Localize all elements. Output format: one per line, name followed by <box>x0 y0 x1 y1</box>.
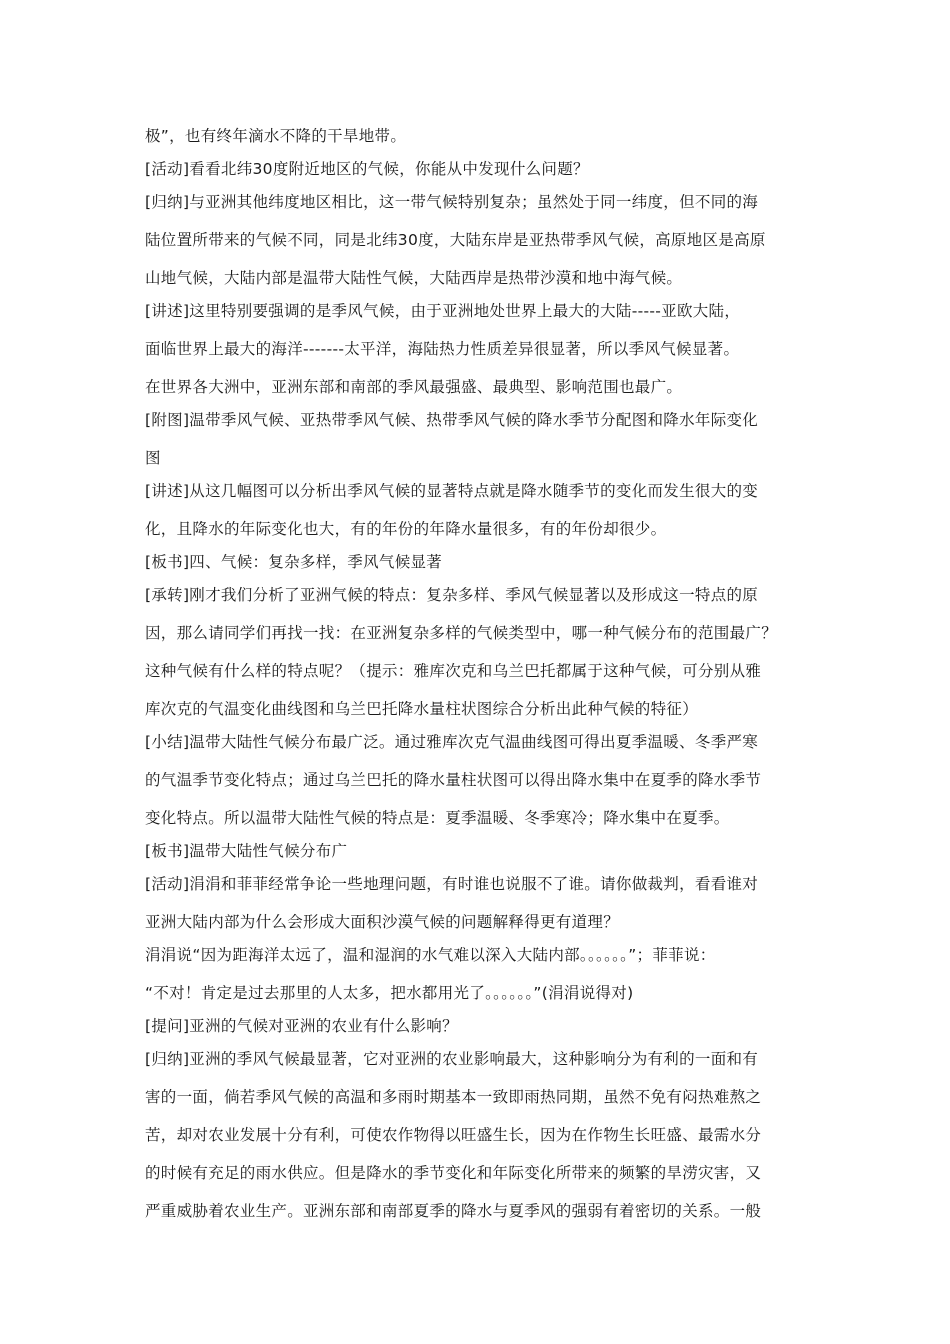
document-body <box>145 126 813 1221</box>
text-line: 陆位置所带来的气候不同，同是北纬30度，大陆东岸是亚热带季风气候，高原地区是高原 <box>145 231 766 249</box>
text-line: 这种气候有什么样的特点呢？（提示：雅库次克和乌兰巴托都属于这种气候，可分别从雅 <box>145 662 762 680</box>
text-line: 山地气候，大陆内部是温带大陆性气候，大陆西岸是热带沙漠和地中海气候。 <box>145 269 683 287</box>
text-line: 库次克的气温变化曲线图和乌兰巴托降水量柱状图综合分析出此种气候的特征） <box>145 700 699 718</box>
text-line: [归纳]与亚洲其他纬度地区相比，这一带气候特别复杂；虽然处于同一纬度，但不同的海 <box>145 193 759 211</box>
text-line: [承转]刚才我们分析了亚洲气候的特点：复杂多样、季风气候显著以及形成这一特点的原 <box>145 586 759 604</box>
text-line: [附图]温带季风气候、亚热带季风气候、热带季风气候的降水季节分配图和降水年际变化 <box>145 411 759 429</box>
text-line: 变化特点。所以温带大陆性气候的特点是：夏季温暖、冬季寒冷；降水集中在夏季。 <box>145 809 730 827</box>
text-line: 害的一面，倘若季风气候的高温和多雨时期基本一致即雨热同期，虽然不免有闷热难熬之 <box>145 1088 762 1106</box>
text-line: 极”，也有终年滴水不降的干旱地带。 <box>145 127 407 145</box>
text-line: 图 <box>145 449 161 467</box>
text-line: [板书]温带大陆性气候分布广 <box>145 842 348 860</box>
text-line: 面临世界上最大的海洋-------太平洋，海陆热力性质差异很显著，所以季风气候显著。 <box>145 340 740 358</box>
text-line: [活动]涓涓和菲菲经常争论一些地理问题，有时谁也说服不了谁。请你做裁判，看看谁对 <box>145 875 759 893</box>
text-line: [讲述]从这几幅图可以分析出季风气候的显著特点就是降水随季节的变化而发生很大的变 <box>145 482 759 500</box>
text-line: [小结]温带大陆性气候分布最广泛。通过雅库次克气温曲线图可得出夏季温暖、冬季严寒 <box>145 733 759 751</box>
text-line: 亚洲大陆内部为什么会形成大面积沙漠气候的问题解释得更有道理？ <box>145 913 620 931</box>
text-line: [归纳]亚洲的季风气候最显著，它对亚洲的农业影响最大，这种影响分为有利的一面和有 <box>145 1050 759 1068</box>
text-line: 因，那么请同学们再找一找：在亚洲复杂多样的气候类型中，哪一种气候分布的范围最广？ <box>145 624 778 642</box>
text-line: [板书]四、气候：复杂多样，季风气候显著 <box>145 553 443 571</box>
text-line: 严重威胁着农业生产。亚洲东部和南部夏季的降水与夏季风的强弱有着密切的关系。一般 <box>145 1202 762 1220</box>
text-line: [讲述]这里特别要强调的是季风气候，由于亚洲地处世界上最大的大陆-----亚欧大陆， <box>145 302 741 320</box>
text-line: [活动]看看北纬30度附近地区的气候，你能从中发现什么问题？ <box>145 160 589 178</box>
text-line: 在世界各大洲中，亚洲东部和南部的季风最强盛、最典型、影响范围也最广。 <box>145 378 683 396</box>
text-line: “不对！肯定是过去那里的人太多，把水都用光了。。。。。。”(涓涓说得对) <box>145 984 634 1002</box>
text-line: 化，且降水的年际变化也大，有的年份的年降水量很多，有的年份却很少。 <box>145 520 667 538</box>
text-line: [提问]亚洲的气候对亚洲的农业有什么影响？ <box>145 1017 458 1035</box>
text-line: 的时候有充足的雨水供应。但是降水的季节变化和年际变化所带来的频繁的旱涝灾害，又 <box>145 1164 762 1182</box>
text-line: 苦，却对农业发展十分有利，可使农作物得以旺盛生长，因为在作物生长旺盛、最需水分 <box>145 1126 762 1144</box>
text-line: 涓涓说“因为距海洋太远了，温和湿润的水气难以深入大陆内部。。。。。。”；菲菲说： <box>145 946 716 964</box>
text-line: 的气温季节变化特点；通过乌兰巴托的降水量柱状图可以得出降水集中在夏季的降水季节 <box>145 771 762 789</box>
